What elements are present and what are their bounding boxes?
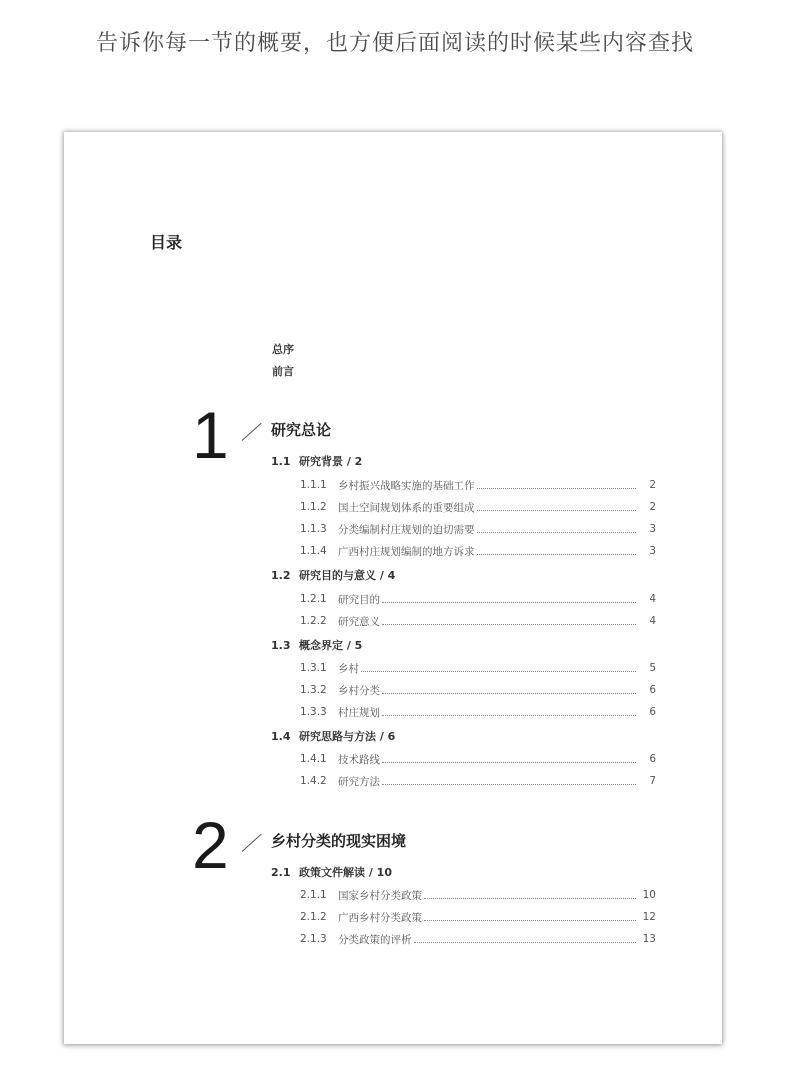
entry-number: 1.1.1 xyxy=(300,479,327,491)
section-number: 1.2 xyxy=(271,569,291,582)
entry-label: 国家乡村分类政策 xyxy=(338,889,422,902)
entry-page: 4 xyxy=(649,593,656,605)
toc-entry[interactable] xyxy=(300,751,656,767)
entry-number: 1.3.1 xyxy=(300,662,327,674)
toc-section[interactable] xyxy=(271,864,392,880)
entry-page: 13 xyxy=(642,933,656,945)
chapter-divider xyxy=(242,423,262,441)
toc-entry[interactable] xyxy=(300,521,656,537)
leader-dots xyxy=(424,898,636,899)
entry-label: 分类政策的评析 xyxy=(338,933,412,946)
document-page xyxy=(64,132,722,1044)
leader-dots xyxy=(382,624,636,625)
toc-entry[interactable] xyxy=(300,660,656,676)
entry-page: 3 xyxy=(649,523,656,535)
leader-dots xyxy=(382,762,636,763)
entry-number: 2.1.2 xyxy=(300,911,327,923)
entry-number: 1.1.2 xyxy=(300,501,327,513)
leader-dots xyxy=(382,784,636,785)
toc-section[interactable] xyxy=(271,453,362,469)
chapter-title[interactable]: 研究总论 xyxy=(271,421,332,439)
toc-heading: 目录 xyxy=(150,233,183,252)
section-label: 政策文件解读 / 10 xyxy=(299,866,392,879)
entry-label: 广西村庄规划编制的地方诉求 xyxy=(338,545,475,558)
section-number: 2.1 xyxy=(271,866,291,879)
leader-dots xyxy=(382,693,636,694)
section-label: 研究背景 / 2 xyxy=(299,455,363,468)
leader-dots xyxy=(477,532,637,533)
page-banner: 告诉你每一节的概要，也方便后面阅读的时候某些内容查找 xyxy=(95,31,694,56)
entry-number: 2.1.3 xyxy=(300,933,327,945)
toc-entry[interactable] xyxy=(300,909,656,925)
section-number: 1.1 xyxy=(271,455,291,468)
leader-dots xyxy=(477,488,637,489)
section-label: 研究目的与意义 / 4 xyxy=(299,569,396,582)
entry-number: 1.1.4 xyxy=(300,545,327,557)
entry-label: 技术路线 xyxy=(338,753,380,766)
entry-number: 1.1.3 xyxy=(300,523,327,535)
leader-dots xyxy=(477,554,637,555)
leader-dots xyxy=(382,715,636,716)
toc-entry[interactable] xyxy=(300,773,656,789)
entry-label: 乡村分类 xyxy=(338,684,380,697)
chapter-divider xyxy=(242,834,262,852)
toc-entry[interactable] xyxy=(300,931,656,947)
chapter-number: 2 xyxy=(192,808,229,882)
entry-number: 1.2.2 xyxy=(300,615,327,627)
front-matter-foreword[interactable]: 前言 xyxy=(272,365,294,378)
leader-dots xyxy=(477,510,637,511)
entry-page: 2 xyxy=(649,479,656,491)
front-matter-preface-series[interactable]: 总序 xyxy=(272,343,294,356)
section-label: 概念界定 / 5 xyxy=(299,639,363,652)
toc-entry[interactable] xyxy=(300,704,656,720)
toc-entry[interactable] xyxy=(300,613,656,629)
entry-label: 分类编制村庄规划的迫切需要 xyxy=(338,523,475,536)
toc-entry[interactable] xyxy=(300,591,656,607)
entry-page: 7 xyxy=(649,775,656,787)
entry-page: 6 xyxy=(649,684,656,696)
entry-page: 10 xyxy=(642,889,656,901)
entry-page: 12 xyxy=(642,911,656,923)
entry-number: 1.3.3 xyxy=(300,706,327,718)
toc-entry[interactable] xyxy=(300,682,656,698)
chapter-title[interactable]: 乡村分类的现实困境 xyxy=(271,832,407,850)
entry-number: 1.4.1 xyxy=(300,753,327,765)
entry-label: 乡村 xyxy=(338,662,359,675)
leader-dots xyxy=(414,942,637,943)
chapter-number: 1 xyxy=(192,398,229,472)
leader-dots xyxy=(382,602,636,603)
leader-dots xyxy=(361,671,636,672)
toc-section[interactable] xyxy=(271,637,362,653)
toc-section[interactable] xyxy=(271,728,395,744)
leader-dots xyxy=(424,920,636,921)
section-label: 研究思路与方法 / 6 xyxy=(299,730,396,743)
entry-number: 1.3.2 xyxy=(300,684,327,696)
toc-entry[interactable] xyxy=(300,499,656,515)
entry-label: 研究意义 xyxy=(338,615,380,628)
entry-label: 研究目的 xyxy=(338,593,380,606)
entry-number: 2.1.1 xyxy=(300,889,327,901)
section-number: 1.4 xyxy=(271,730,291,743)
entry-number: 1.2.1 xyxy=(300,593,327,605)
entry-label: 乡村振兴战略实施的基础工作 xyxy=(338,479,475,492)
entry-label: 广西乡村分类政策 xyxy=(338,911,422,924)
entry-page: 6 xyxy=(649,753,656,765)
entry-page: 6 xyxy=(649,706,656,718)
toc-section[interactable] xyxy=(271,567,395,583)
toc-entry[interactable] xyxy=(300,543,656,559)
entry-page: 4 xyxy=(649,615,656,627)
toc-entry[interactable] xyxy=(300,477,656,493)
entry-page: 3 xyxy=(649,545,656,557)
section-number: 1.3 xyxy=(271,639,291,652)
entry-number: 1.4.2 xyxy=(300,775,327,787)
entry-label: 国土空间规划体系的重要组成 xyxy=(338,501,475,514)
entry-label: 村庄规划 xyxy=(338,706,380,719)
entry-page: 5 xyxy=(649,662,656,674)
entry-label: 研究方法 xyxy=(338,775,380,788)
entry-page: 2 xyxy=(649,501,656,513)
toc-entry[interactable] xyxy=(300,887,656,903)
